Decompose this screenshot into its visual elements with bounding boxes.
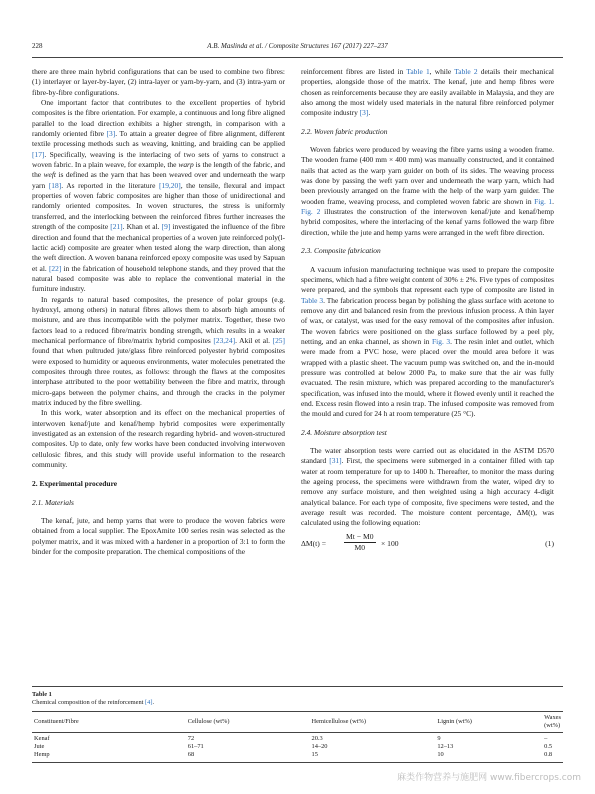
- text: . The fabrication process began by polishing the glass surface with acetone to remove any dirt and balanced resin from the previous infusion process. A thin layer of wax, or catalyst, was used for the easy removal of the composites after infusion. The woven fabrics were positioned on the glass surface followed by a peel ply, netting, and an enka channel, as shown in: [301, 295, 554, 346]
- table-cell: Kenaf: [34, 735, 50, 742]
- citation-link[interactable]: [4]: [145, 699, 153, 706]
- table-cell: 15: [310, 751, 436, 762]
- text: is the length of the fabric, and the: [32, 160, 285, 180]
- table-cell: Hemp: [32, 751, 186, 762]
- table-1: [32, 691, 563, 763]
- text: .: [368, 108, 371, 118]
- text: , while: [429, 67, 455, 76]
- table-row: [32, 733, 563, 744]
- table-cell: 12–13: [437, 743, 454, 751]
- table-cell: 72: [187, 735, 195, 742]
- text: .: [552, 196, 554, 206]
- text: found that when pultruded jute/glass fibre reinforced polyester hybrid composites were exposed to humidity or aqueous environments, water molecules penetrated the composites through three routes, as follows: through the flaws at the composites interphase attributed to the poor wettability between the fibre and matrix, through micro-gaps between the polymer chains, and through the cracks in the polymer matrix induced by the fibre swelling.: [32, 346, 285, 407]
- table-cell: 0.8: [542, 751, 563, 762]
- citation-link[interactable]: [3]: [106, 129, 116, 139]
- figure-link[interactable]: Fig. 1: [534, 196, 553, 206]
- equation-number: (1): [545, 538, 554, 548]
- text: Chemical composition of the reinforcement: [32, 699, 146, 706]
- text: , the tensile, flexural and impact properties of woven fabric composites are higher than those of unidirectional and randomly oriented composites. In woven structures, the stress is uniformly transferred, and the interlocking between the reinforced fibres further increases the strength of the composite: [32, 180, 285, 232]
- text: is defined as the yarn that has been weaved over and underneath the warp yarn: [32, 170, 285, 190]
- text: In regards to natural based composites, the presence of polar groups (e.g. hydroxyl, among others) in natural fibres allows them to absorb high amounts of moisture, and are thus incompatible with the polymer matrix. Together, these two factors lead to a reduced fibre/matrix bonding strength, which results in a weaker mechanical performance of fibre/matrix hybrid composites: [32, 294, 285, 345]
- subsection-heading: 2.1. Materials: [32, 497, 74, 507]
- table-cell: 68: [186, 751, 310, 762]
- table-header-row: [32, 712, 563, 733]
- paragraph: [301, 145, 554, 238]
- paragraph: The kenaf, jute, and hemp yarns that were to produce the woven fabrics were obtained from a local supplier. The EpoxAmite 100 series resin was selected as the polymer matrix, and it was mixed with a hardener in a proportion of 3:1 to form the binder for the composite preparation. The chemical compositions of the: [32, 516, 285, 557]
- table-row: [32, 743, 563, 751]
- citation-link[interactable]: [23,24]: [213, 335, 236, 345]
- text: . To attain a greater degree of fibre alignment, different textile processing methods such as weaving, knitting, and braiding can be applied: [32, 129, 285, 149]
- figure-link[interactable]: Fig. 3: [432, 336, 451, 346]
- table-caption: [32, 699, 563, 707]
- section-heading: 2. Experimental procedure: [32, 479, 118, 489]
- data-table: [32, 711, 563, 763]
- term-weft: weft: [43, 170, 56, 180]
- table-cell: –: [544, 735, 548, 742]
- text: .: [152, 699, 155, 706]
- table-cell: 61–71: [187, 743, 204, 751]
- citation-link[interactable]: [9]: [161, 222, 171, 232]
- subsection-heading: 2.2. Woven fabric production: [301, 126, 388, 136]
- column-header: Lignin (wt%): [435, 712, 542, 733]
- text: The water absorption tests were carried out as elucidated in the ASTM D570 standard: [301, 446, 554, 466]
- table-link[interactable]: Table 1: [406, 67, 430, 76]
- citation-link[interactable]: [31]: [329, 456, 342, 466]
- text: . The resin inlet and outlet, which were made from a PVC hose, were placed over the mould area before it was wrapped with a plastic sheet. The vacuum pump was switched on, and the in-mould pressure was controlled at below 2000 Pa, to make sure that the air was fully evacuated. The resin mixture, which was prepared according to the manufacturer's specification, was infused into the mould, where it flowed evenly until it reached the end. Excess resin flowed into a resin trap. The infused composite was removed from the mould and cured for 24 h at room temperature (25 °C).: [301, 336, 554, 419]
- citation-link[interactable]: [17]: [32, 149, 45, 159]
- table-title: Table 1: [32, 691, 52, 698]
- citation-link[interactable]: [25]: [272, 335, 285, 345]
- equation-numerator: Mt − M0: [344, 532, 376, 543]
- text: . Khan et al.: [122, 222, 162, 232]
- column-header: Hemicellulose (wt%): [310, 712, 436, 733]
- table-cell: 20.3: [311, 735, 323, 742]
- text: . Akil et al.: [235, 335, 273, 345]
- equation-multiplier: × 100: [381, 538, 399, 548]
- table-cell: Jute: [34, 743, 45, 751]
- text: Woven fabrics were produced by weaving the fibre yarns using a wooden frame. The wooden frame (400 mm × 400 mm) was manually constructed, and it contained nails that acted as the warp yarn guider on both of its sides. The weaving process was done by passing the weft yarn over and underneath the warp yarn, which had been previously arranged on the frame with the help of the warp yarn guider. The wooden frame, weaving process, and completed woven fabric are shown in: [301, 145, 554, 206]
- table-cell: 14–20: [311, 743, 328, 751]
- left-column: [32, 67, 285, 557]
- table-cell: 10: [435, 751, 542, 762]
- text: details their mechanical properties, alongside those of the matrix. The kenaf, jute and hemp fibres were chosen as reinforcements because they are easily available in Malaysia, and they are also among the most widely used materials in the natural fibre reinforced polymer composite industry: [301, 67, 554, 118]
- right-column: [301, 67, 554, 556]
- paragraph: [32, 295, 285, 409]
- subsection-heading: 2.4. Moisture absorption test: [301, 427, 387, 437]
- text: reinforcement fibres are listed in: [301, 67, 407, 76]
- citation-link[interactable]: [3]: [359, 108, 369, 118]
- subsection-heading: 2.3. Composite fabrication: [301, 246, 381, 256]
- running-header: [32, 42, 563, 54]
- equation-fraction: [344, 532, 376, 554]
- table-row: [32, 751, 563, 762]
- column-header: Waxes (wt%): [542, 712, 563, 733]
- paragraph: [32, 98, 285, 295]
- citation-link[interactable]: [18]: [48, 180, 62, 190]
- figure-link[interactable]: Fig. 2: [301, 207, 321, 217]
- text: A vacuum infusion manufacturing technique was used to prepare the composite specimens, which had a fibre weight content of 30% ± 2%. Five types of composites were prepared, and the symbols that represent each type of composite are listed in: [301, 264, 554, 295]
- paragraph: In this work, water absorption and its effect on the mechanical properties of interwoven kenaf/jute and kenaf/hemp hybrid composites were experimentally investigated as an extension of the research regarding hybrid- and woven-structured composites. Up to date, only few works have been conducted involving interwoven cellulosic fibres, and this study will provide useful information to the research community.: [32, 408, 285, 470]
- text: . Specifically, weaving is the interlacing of two sets of yarns to construct a woven fabric. In a plain weave, for example, the: [32, 149, 285, 170]
- equation: [301, 531, 554, 556]
- equation-lhs: ΔM(t) =: [301, 538, 326, 548]
- term-warp: warp: [178, 160, 194, 170]
- running-title: [32, 42, 563, 50]
- text: One important factor that contributes to the excellent properties of hybrid composites is the fibre orientation. For example, a continuous and long fibre aligned parallel to the load direction exhibits a higher strength, in comparison with a randomly oriented fibre: [32, 98, 285, 139]
- text: . First, the specimens were submerged in a container filled with tap water at room temperature for up to 1400 h. Thereafter, to monitor the mass during the ageing process, the specimens were withdrawn from the water, wiped dry to remove any surface moisture, and then weighted using a high accuracy 4-digit analytical balance. For each type of composite, five specimens were tested, and the average result was recorded. The moisture content percentage, ΔM(t), was calculated using the following equation:: [301, 456, 554, 528]
- citation-link[interactable]: [19,20]: [159, 180, 181, 190]
- citation-link[interactable]: [21]: [110, 222, 123, 232]
- table-link[interactable]: Table 3: [301, 295, 324, 305]
- paragraph: [301, 67, 554, 119]
- column-header: Constituent/Fibre: [32, 712, 186, 733]
- table-cell: 0.5: [544, 743, 553, 751]
- table-cell: 9: [437, 735, 441, 742]
- running-title-journal: Composite Structures 167 (2017) 227–237: [268, 42, 388, 50]
- page-number: 228: [32, 42, 43, 50]
- text: investigated the influence of the fibre direction and found that the mechanical properties of a woven jute reinforced poly(l-lactic acid) composite are greater when tested along the warp direction, than along the weft direction. A woven banana reinforced epoxy composite was used by Sapuan et al.: [32, 222, 285, 273]
- column-header: Cellulose (wt%): [186, 712, 310, 733]
- text: . As reported in the literature: [61, 180, 159, 190]
- paragraph: [301, 446, 554, 529]
- text: in the fabrication of household telephone stands, and they proved that the natural based composite was able to replace the conventional material in the furniture industry.: [32, 263, 285, 294]
- equation-denominator: M0: [354, 543, 366, 553]
- citation-link[interactable]: [22]: [48, 263, 62, 273]
- header-rule: [32, 57, 563, 58]
- paragraph: there are three main hybrid configurations that can be used to combine two fibres: (1) interlayer or layer-by-layer, (2) intra-layer or yarn-by-yarn, and (3) intra-yarn or fibre-by-fibre configurations.: [32, 67, 285, 97]
- paragraph: [301, 265, 554, 420]
- table-link[interactable]: Table 2: [454, 67, 478, 76]
- watermark: 麻类作物营养与施肥网 www.fibercrops.com: [397, 773, 581, 783]
- table-top-rule: [32, 686, 563, 687]
- running-title-authors: A.B. Maslinda et al. /: [207, 42, 269, 50]
- text: illustrates the construction of the interwoven kenaf/jute and kenaf/hemp hybrid composites, where the interlacing of the kenaf yarns followed the warp fibre direction, while the jute and hemp yarns were arranged in the weft fibre direction.: [301, 207, 555, 237]
